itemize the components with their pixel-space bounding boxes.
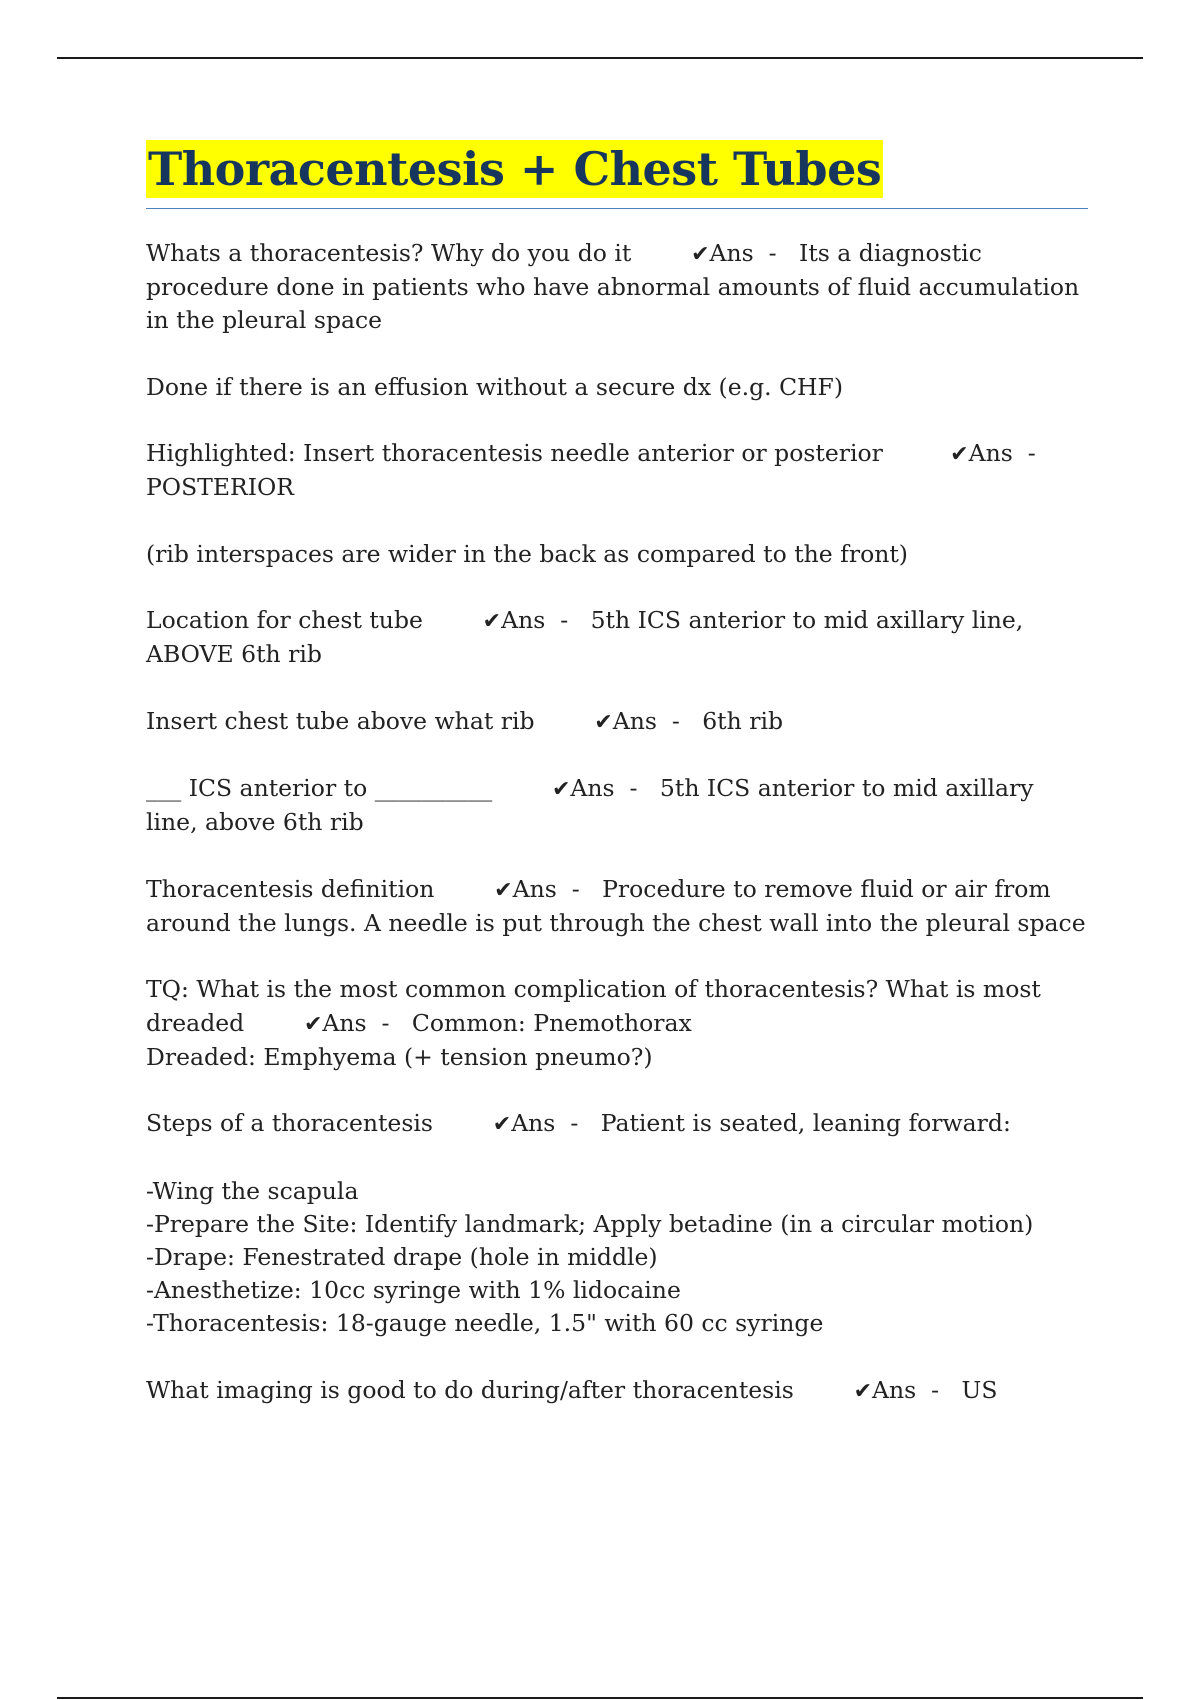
qa-item [146,973,1088,1074]
ans-separator: - [931,1375,940,1404]
ans-separator: - [768,239,777,267]
question-text: TQ: What is the most common complication of thoracentesis? What is most dreaded [146,975,1041,1037]
check-icon: ✔ [551,777,571,803]
qa-item [146,705,1088,739]
ans-label: Ans [511,1109,556,1138]
ans-label: Ans [968,439,1013,468]
qa-item [146,772,1088,839]
ans-separator: - [570,1109,579,1138]
answer-text-line2: Dreaded: Emphyema (+ tension pneumo?) [146,1042,653,1071]
answer-text: Common: Pnemothorax [411,1008,692,1037]
step-line: -Thoracentesis: 18-gauge needle, 1.5" with 60 cc syringe [146,1309,824,1338]
ans-separator: - [1027,439,1036,468]
answer-text: Patient is seated, leaning forward: [600,1109,1011,1138]
question-text: Whats a thoracentesis? Why do you do it [146,239,632,267]
check-icon: ✔ [691,242,710,267]
ans-label: Ans [570,774,615,803]
answer-text: Procedure to remove fluid or air from around the lungs. A needle is put through the chest wall into the pleural space [146,874,1086,937]
check-icon: ✔ [950,442,969,468]
note-item [146,538,1088,571]
step-line: -Wing the scapula [146,1176,359,1205]
question-text: Insert chest tube above what rib [146,706,535,735]
qa-item [146,237,1088,338]
answer-text: 6th rib [702,706,784,735]
ans-label: Ans [322,1008,367,1037]
title-underline [146,140,1088,209]
qa-item [146,437,1088,504]
ans-separator: - [381,1008,390,1037]
qa-item [146,604,1088,671]
page-title: Thoracentesis + Chest Tubes [148,142,882,196]
qa-item [146,873,1088,940]
check-icon: ✔ [492,1112,512,1138]
ans-label: Ans [709,239,754,267]
answer-text: 5th ICS anterior to mid axillary line, ABOVE 6th rib [146,606,1024,669]
check-icon: ✔ [853,1378,873,1404]
question-text: Location for chest tube [146,606,423,635]
ans-label: Ans [512,874,557,903]
note-text: (rib interspaces are wider in the back as compared to the front) [146,539,908,568]
check-icon: ✔ [482,609,502,635]
answer-text: 5th ICS anterior to mid axillary line, above 6th rib [146,774,1034,837]
note-text: Done if there is an effusion without a secure dx (e.g. CHF) [146,372,844,401]
step-line: -Drape: Fenestrated drape (hole in middle) [146,1242,658,1271]
page-top-rule [57,57,1143,59]
ans-separator: - [629,774,638,803]
question-text: ___ ICS anterior to __________ [146,774,493,803]
answer-text: POSTERIOR [146,473,294,502]
qa-item [146,1374,1088,1408]
question-text: Steps of a thoracentesis [146,1109,433,1138]
qa-list [146,237,1088,1408]
page-bottom-rule [57,1697,1143,1699]
qa-item [146,1107,1088,1141]
step-line: -Prepare the Site: Identify landmark; Apply betadine (in a circular motion) [146,1209,1034,1238]
steps-list [146,1175,1088,1341]
check-icon: ✔ [303,1011,323,1037]
answer-text: Its a diagnostic procedure done in patients who have abnormal amounts of fluid accumulation in the pleural space [146,239,1080,335]
answer-text: US [961,1375,998,1404]
check-icon: ✔ [594,709,613,735]
step-line: -Anesthetize: 10cc syringe with 1% lidocaine [146,1276,681,1305]
ans-label: Ans [872,1375,917,1404]
ans-separator: - [571,874,580,903]
question-text: What imaging is good to do during/after thoracentesis [146,1375,794,1404]
check-icon: ✔ [494,877,513,903]
question-text: Thoracentesis definition [146,874,435,903]
ans-separator: - [671,706,680,735]
ans-label: Ans [612,706,657,735]
note-item [146,371,1088,404]
ans-label: Ans [501,606,546,635]
ans-separator: - [560,606,569,635]
document-body [146,140,1088,1408]
question-text: Highlighted: Insert thoracentesis needle anterior or posterior [146,439,883,468]
